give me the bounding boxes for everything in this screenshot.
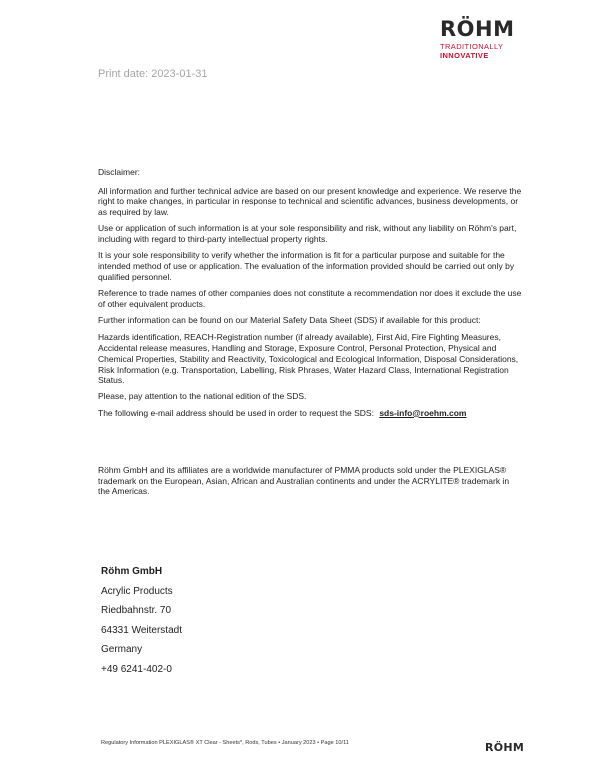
disclaimer-paragraph: All information and further technical advice are based on our present knowledge and experience. We reserve the right to make changes, in particular in response to technical and scientific advances, business developments, or as required by law. (98, 185, 522, 218)
sds-request-line (98, 408, 523, 419)
company-name: Röhm GmbH (101, 566, 163, 577)
company-country: Germany (101, 644, 143, 656)
company-department: Acrylic Products (101, 585, 173, 597)
company-phone: +49 6241-402-0 (101, 663, 172, 675)
disclaimer-paragraph: Use or application of such information is at your sole responsibility and risk, without any liability on Röhm's part, including with regard to third-party intellectual property rights. (98, 223, 517, 245)
footer-text: Regulatory Information PLEXIGLAS® XT Clear - Sheets*, Rods, Tubes • January 2023 • Page 10/11 (101, 740, 349, 746)
company-statement: Röhm GmbH and its affiliates are a worldwide manufacturer of PMMA products sold under the PLEXIGLAS® trademark on the European, Asian, African and Australian continents and under the ACRYLITE® trademark in the Americas. (98, 465, 510, 497)
disclaimer-paragraph: Please, pay attention to the national edition of the SDS. (98, 391, 307, 402)
sds-request-text: The following e-mail address should be used in order to request the SDS: (98, 407, 374, 418)
company-street: Riedbahnstr. 70 (101, 605, 172, 617)
disclaimer-section (98, 167, 523, 418)
logo-tagline-line1: TRADITIONALLY (440, 42, 504, 51)
company-city: 64331 Weiterstadt (101, 624, 182, 636)
logo-tagline-line2: INNOVATIVE (440, 51, 489, 60)
disclaimer-paragraph: It is your sole responsibility to verify whether the information is fit for a particular purpose and suitable for the intended method of use or application. The evaluation of the information provided should be carried out only by qualified personnel. (98, 250, 515, 282)
disclaimer-paragraph: Reference to trade names of other companies does not constitute a recommendation nor does it exclude the use of other equivalent products. (98, 287, 522, 309)
roehm-logo (440, 18, 580, 60)
footer-logo: RÖHM (485, 741, 525, 754)
sds-email-link[interactable]: sds-info@roehm.com (379, 407, 467, 418)
sds-contents-list: Hazards identification, REACH-Registration number (if already available), First Aid, Fire Fighting Measures, Accidental release measures, Handling and Storage, Exposure Control, Personal Protection, Physical and Chemical Properties, Stability and Reactivity, Toxicological and Ecological Information, Disposal Considerations, Risk Information (e.g. Transportation, Labelling, Risk Phrases, Water Hazard Class, International Registration Status. (98, 332, 519, 386)
print-date: Print date: 2023-01-31 (98, 68, 208, 80)
logo-wordmark: RÖHM (440, 17, 515, 41)
company-address (101, 566, 182, 684)
disclaimer-heading: Disclaimer: (98, 167, 141, 177)
disclaimer-paragraph: Further information can be found on our Material Safety Data Sheet (SDS) if available for this product: (98, 314, 481, 325)
